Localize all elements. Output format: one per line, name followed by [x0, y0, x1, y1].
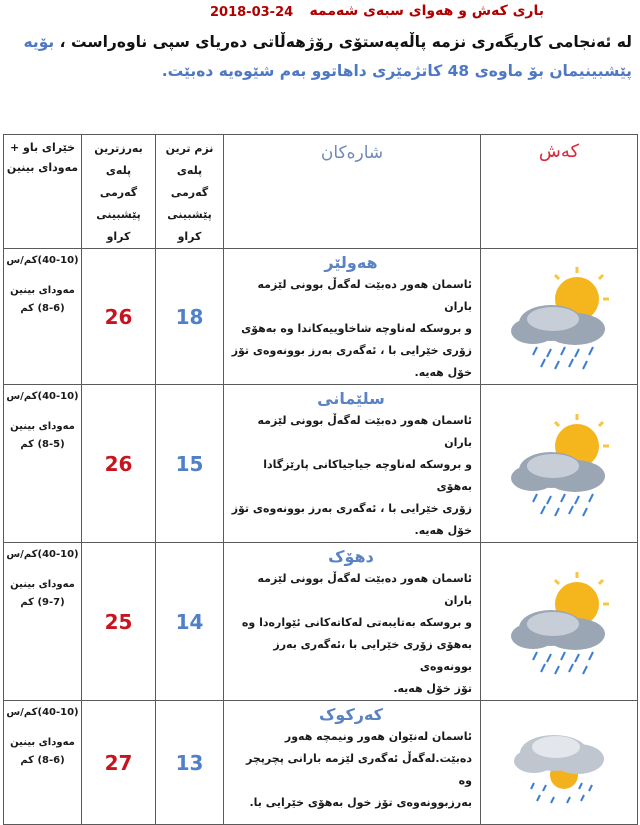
city-name: دهۆک [328, 547, 374, 566]
page-date: 2018-03-24 [210, 5, 294, 20]
forecast-description: ئاسمان هەور دەبێت لەگەڵ بوونی لێزمە باران و بروسکە لەناوچە جیاجیاکانی پارێزگادا بەهۆی زۆری خێرایی با ، ئەگەری بەرز بوونەوەی تۆز خۆل هەیە. [231, 414, 472, 537]
page-title: باری کەش و هەوای سبەی شەممە [309, 3, 544, 19]
visibility-label: مەودای بینین [10, 421, 75, 432]
table-header-row [4, 135, 638, 249]
forecast-description: ئاسمان هەور دەبێت لەگەڵ بوونی لێزمە باران و بروسکە لەناوچە شاخاوییەکاندا وە بەهۆی زۆری خێرایی با ، ئەگەری بەرز بوونەوەی تۆز خۆل هەیە. [231, 278, 472, 379]
header-wind-visibility: خێرای باو + مەودای بینین [4, 135, 82, 249]
header-max-temp: بەرزترین پلەی گەرمی پێشبینی کراو [82, 135, 156, 249]
weather-icon-cell [481, 701, 638, 825]
city-name: سلێمانی [317, 389, 385, 408]
header-weather: کەش [481, 135, 638, 249]
intro-text-highlight: بۆیە پێشبینیمان بۆ ماوەی 48 کاتژمێری داهاتوو بەم شێوەیە دەبێت. [23, 33, 632, 80]
table-row [4, 385, 638, 543]
sun-cloud-rain-icon [499, 568, 619, 676]
table-row [4, 249, 638, 385]
visibility-label: مەودای بینین [10, 285, 75, 296]
visibility-value: (8-6) کم [20, 755, 65, 766]
visibility-value: (8-6) کم [20, 303, 65, 314]
wind-speed: (40-10)کم/س [6, 255, 79, 266]
intro-text: لە ئەنجامی کاریگەری نزمە پاڵەپەستۆی رۆژهەڵاتی دەریای سپی ناوەراست ، [59, 33, 632, 51]
city-forecast-cell [224, 701, 481, 825]
table-row [4, 701, 638, 825]
min-temp: 13 [156, 701, 224, 825]
header-min-temp: نزم ترین پلەی گەرمی پێشبینی کراو [156, 135, 224, 249]
sun-cloud-rain-icon [499, 263, 619, 371]
forecast-description: ئاسمان هەور دەبێت لەگەڵ بوونی لێزمە باران و بروسکە بەتایبەتی لەکاتەکانی ئێوارەدا وە بەهۆی زۆری خێرایی با ،ئەگەری بەرز بوونەوەی تۆز خۆل هەیە. [241, 572, 472, 695]
visibility-label: مەودای بینین [10, 737, 75, 748]
headline [0, 3, 640, 27]
wind-visibility-cell [4, 385, 82, 543]
min-temp: 15 [156, 385, 224, 543]
min-temp: 14 [156, 543, 224, 701]
cloud-sun-rain-icon [504, 713, 614, 813]
forecast-table [3, 134, 638, 825]
visibility-value: (8-5) کم [20, 439, 65, 450]
wind-speed: (40-10)کم/س [6, 707, 79, 718]
max-temp: 25 [82, 543, 156, 701]
city-forecast-cell [224, 385, 481, 543]
wind-visibility-cell [4, 249, 82, 385]
table-row [4, 543, 638, 701]
wind-visibility-cell [4, 543, 82, 701]
city-name: هەولێر [324, 253, 378, 272]
min-temp: 18 [156, 249, 224, 385]
forecast-description: ئاسمان لەنێوان هەور ونیمچە هەور دەبێت.لەگەڵ ئەگەری لێزمە بارانی پچرپچر وە بەرزبوونەوەی تۆز خول بەهۆی خێرایی با. [246, 730, 472, 809]
city-name: کەرکوک [319, 705, 383, 724]
weather-icon-cell [481, 249, 638, 385]
max-temp: 27 [82, 701, 156, 825]
wind-visibility-cell [4, 701, 82, 825]
wind-speed: (40-10)کم/س [6, 549, 79, 560]
sun-cloud-rain-icon [499, 410, 619, 518]
weather-icon-cell [481, 543, 638, 701]
visibility-label: مەودای بینین [10, 579, 75, 590]
intro-paragraph [6, 28, 632, 86]
max-temp: 26 [82, 249, 156, 385]
header-cities: شارەکان [224, 135, 481, 249]
city-forecast-cell [224, 249, 481, 385]
weather-icon-cell [481, 385, 638, 543]
wind-speed: (40-10)کم/س [6, 391, 79, 402]
visibility-value: (9-7) کم [20, 597, 65, 608]
max-temp: 26 [82, 385, 156, 543]
city-forecast-cell [224, 543, 481, 701]
